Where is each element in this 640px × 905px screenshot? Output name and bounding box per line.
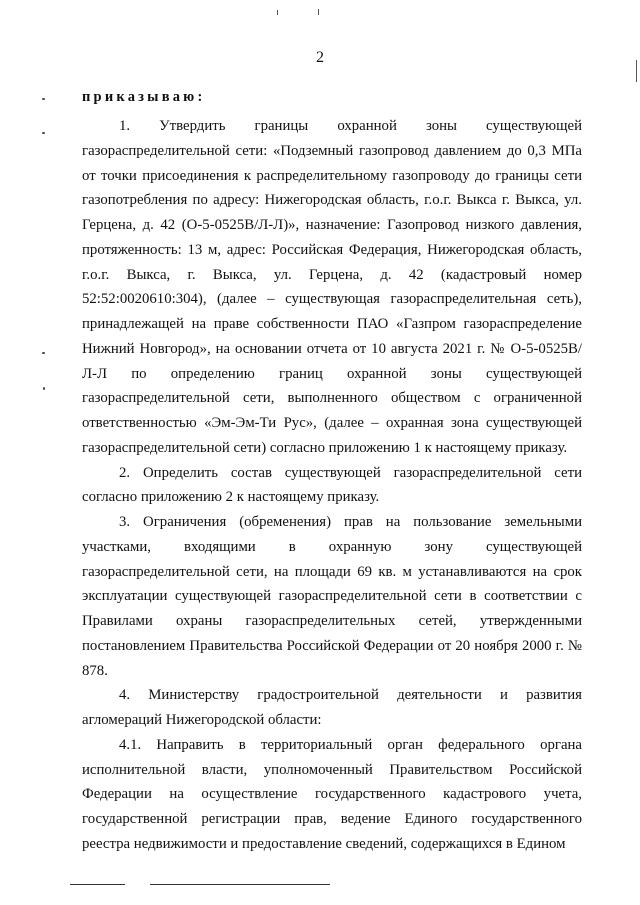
- scan-dot: [42, 98, 45, 100]
- paragraph-2: 2. Определить состав существующей газораспределительной сети согласно приложению 2 к настоящему приказу.: [82, 464, 582, 506]
- paragraph-4-1: 4.1. Направить в территориальный орган федерального органа исполнительной власти, уполномоченный Правительством Российской Федерации на осуществление государственного кадастрового учета, государственной регистрации прав, ведение Единого государственного реестра недвижимости и предоставление сведений, содержащихся в Едином: [82, 736, 582, 852]
- scan-dot: [43, 387, 45, 390]
- paragraph-3: 3. Ограничения (обременения) прав на пользование земельными участками, входящими в охранную зону существующей газораспределительной сети, на площади 69 кв. м устанавливаются на срок эксплуатации существующей газораспределительной сети в соответствии с Правилами охраны газораспределительных сетей, утвержденными постановлением Правительства Российской Федерации от 20 ноября 2000 г. № 878.: [82, 514, 582, 679]
- bottom-rule: [70, 884, 125, 885]
- page-number: 2: [316, 49, 324, 66]
- scan-tick: [277, 10, 278, 15]
- paragraph-1: 1. Утвердить границы охранной зоны существующей газораспределительной сети: «Подземный газопровод давлением до 0,3 МПа от точки присоединения к распределительному газопроводу до границы сети газопотребления по адресу: Нижегородская область, г.о.г. Выкса г. Выкса, ул. Герцена, д. 42 (О-5-0525В/Л-Л)», назначение: Газопровод низкого давления, протяженность: 13 м, адрес: Российская Федерация, Нижегородская область, г.о.г. Выкса, г. Выкса, ул. Герцена, д. 42 (кадастровый номер 52:52:0020610:304), (далее – существующая газораспределительная сеть), принадлежащей на праве собственности ПАО «Газпром газораспределение Нижний Новгород», на основании отчета от 10 августа 2021 г. № О-5-0525В/Л-Л по определению границ охранной зоны существующей газораспределительной сети, выполненного обществом с ограниченной ответственностью «Эм-Эм-Ти Рус», (далее – охранная зона существующей газораспределительной сети) согласно приложению 1 к настоящему приказу.: [82, 118, 582, 456]
- scan-tick: [636, 60, 637, 82]
- paragraph-4: 4. Министерству градостроительной деятельности и развития агломераций Нижегородской области:: [82, 687, 582, 728]
- bottom-rule: [150, 884, 330, 885]
- scan-dot: [42, 132, 45, 134]
- order-heading: приказываю:: [82, 89, 206, 105]
- document-body: [82, 114, 582, 857]
- scan-tick: [318, 9, 319, 15]
- scan-dot: [42, 352, 45, 354]
